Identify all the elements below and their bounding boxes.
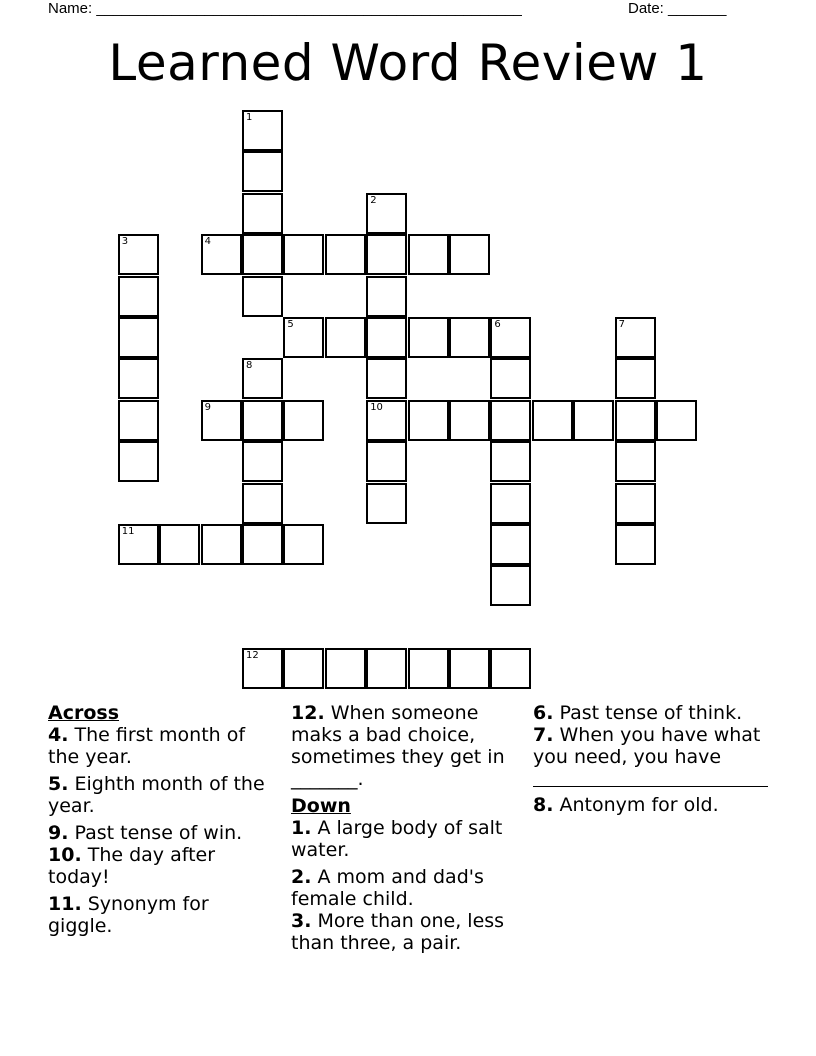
crossword-cell[interactable] xyxy=(366,234,407,275)
crossword-cell[interactable] xyxy=(201,524,242,565)
crossword-cell[interactable] xyxy=(325,317,366,358)
crossword-cell[interactable] xyxy=(283,400,324,441)
clue-text: Synonym for giggle. xyxy=(48,893,209,937)
crossword-cell[interactable] xyxy=(615,317,656,358)
crossword-cell[interactable] xyxy=(242,483,283,524)
crossword-cell[interactable] xyxy=(490,648,531,689)
crossword-cell[interactable] xyxy=(408,317,449,358)
cell-number: 8 xyxy=(246,360,253,372)
crossword-cell[interactable] xyxy=(366,400,407,441)
clue-across-5 xyxy=(48,773,278,817)
crossword-cell[interactable] xyxy=(366,648,407,689)
crossword-cell[interactable] xyxy=(325,234,366,275)
crossword-cell[interactable] xyxy=(242,151,283,192)
clue-across-4 xyxy=(48,724,278,768)
clue-text: A mom and dad's female child. xyxy=(291,866,484,910)
crossword-cell[interactable] xyxy=(201,400,242,441)
clue-text: Past tense of win. xyxy=(68,822,243,844)
crossword-cell[interactable] xyxy=(118,234,159,275)
clue-number: 1. xyxy=(291,817,312,839)
cell-number: 1 xyxy=(246,112,253,123)
clue-text: More than one, less than three, a pair. xyxy=(291,910,505,954)
crossword-cell[interactable] xyxy=(242,358,283,399)
crossword-cell[interactable] xyxy=(366,441,407,482)
date-field-label[interactable]: Date: _______ xyxy=(628,0,727,17)
clue-number: 8. xyxy=(533,794,554,816)
crossword-cell[interactable] xyxy=(201,234,242,275)
crossword-cell[interactable] xyxy=(242,400,283,441)
crossword-cell[interactable] xyxy=(366,276,407,317)
crossword-cell[interactable] xyxy=(656,400,697,441)
cell-number: 3 xyxy=(121,236,129,248)
clues-column-1 xyxy=(48,702,278,942)
clue-number: 6. xyxy=(533,702,554,724)
clues-column-2 xyxy=(291,702,526,959)
crossword-cell[interactable] xyxy=(366,483,407,524)
crossword-cell[interactable] xyxy=(615,483,656,524)
crossword-cell[interactable] xyxy=(490,565,531,606)
crossword-cell[interactable] xyxy=(615,441,656,482)
crossword-cell[interactable] xyxy=(366,317,407,358)
clue-across-10 xyxy=(48,844,278,888)
clue-text: Eighth month of the year. xyxy=(48,773,265,817)
cell-number: 11 xyxy=(121,526,135,537)
crossword-cell[interactable] xyxy=(325,648,366,689)
clue-text: A large body of salt water. xyxy=(291,817,503,861)
clues-column-3 xyxy=(533,702,773,821)
clue-text: Past tense of think. xyxy=(553,702,743,724)
clue-number: 12. xyxy=(291,702,325,724)
crossword-cell[interactable] xyxy=(159,524,200,565)
cell-number: 4 xyxy=(204,236,211,248)
clue-text: The day after today! xyxy=(48,844,216,888)
clue-down-3 xyxy=(291,910,526,954)
crossword-cell[interactable] xyxy=(408,648,449,689)
crossword-cell[interactable] xyxy=(118,276,159,317)
clue-number: 7. xyxy=(533,724,554,746)
crossword-cell[interactable] xyxy=(615,400,656,441)
clue-down-8 xyxy=(533,794,773,816)
crossword-cell[interactable] xyxy=(283,317,324,358)
cell-number: 9 xyxy=(204,401,211,413)
clue-number: 10. xyxy=(48,844,82,866)
clue-number: 11. xyxy=(48,893,82,915)
crossword-cell[interactable] xyxy=(490,358,531,399)
clue-across-11 xyxy=(48,893,278,937)
clue-across-12 xyxy=(291,702,526,790)
crossword-cell[interactable] xyxy=(615,358,656,399)
crossword-cell[interactable] xyxy=(490,400,531,441)
clue-number: 3. xyxy=(291,910,312,932)
clue-text: The first month of the year. xyxy=(48,724,246,768)
crossword-cell[interactable] xyxy=(366,193,407,234)
crossword-cell[interactable] xyxy=(242,193,283,234)
crossword-cell[interactable] xyxy=(283,234,324,275)
crossword-cell[interactable] xyxy=(283,524,324,565)
crossword-cell[interactable] xyxy=(283,648,324,689)
name-field-label[interactable]: Name: ___________________________________________________ xyxy=(48,0,522,17)
crossword-cell[interactable] xyxy=(242,524,283,565)
crossword-cell[interactable] xyxy=(490,317,531,358)
page-title: Learned Word Review 1 xyxy=(108,34,708,92)
crossword-cell[interactable] xyxy=(449,648,490,689)
crossword-cell[interactable] xyxy=(242,441,283,482)
clue-text: Antonym for old. xyxy=(553,794,719,816)
clue-number: 5. xyxy=(48,773,69,795)
crossword-cell[interactable] xyxy=(449,317,490,358)
crossword-cell[interactable] xyxy=(242,648,283,689)
crossword-cell[interactable] xyxy=(242,276,283,317)
crossword-cell[interactable] xyxy=(118,441,159,482)
crossword-cell[interactable] xyxy=(490,441,531,482)
crossword-cell[interactable] xyxy=(532,400,573,441)
clue-down-7 xyxy=(533,724,773,792)
clue-text: When you have what you need, you have xyxy=(533,724,761,768)
crossword-cell[interactable] xyxy=(490,483,531,524)
crossword-cell[interactable] xyxy=(615,524,656,565)
crossword-cell[interactable] xyxy=(449,234,490,275)
crossword-cell[interactable] xyxy=(490,524,531,565)
crossword-cell[interactable] xyxy=(366,358,407,399)
crossword-cell[interactable] xyxy=(573,400,614,441)
crossword-cell[interactable] xyxy=(408,234,449,275)
down-heading: Down xyxy=(291,795,351,817)
cell-number: 6 xyxy=(494,319,501,330)
clue-number: 4. xyxy=(48,724,69,746)
crossword-cell[interactable] xyxy=(118,358,159,399)
cell-number: 7 xyxy=(618,319,625,330)
across-heading: Across xyxy=(48,702,120,724)
cell-number: 5 xyxy=(287,319,294,330)
clue-down-6 xyxy=(533,702,773,724)
clue-number: 9. xyxy=(48,822,69,844)
header-line xyxy=(48,0,748,20)
clue-down-1 xyxy=(291,817,526,861)
crossword-cell[interactable] xyxy=(118,524,159,565)
crossword-cell[interactable] xyxy=(242,234,283,275)
cell-number: 2 xyxy=(370,194,377,206)
crossword-cell[interactable] xyxy=(408,400,449,441)
clue-text: When someone maks a bad choice, sometimes they get in _______. xyxy=(291,702,505,790)
crossword-cell[interactable] xyxy=(242,110,283,151)
answer-blank-line xyxy=(533,768,768,787)
crossword-cell[interactable] xyxy=(118,400,159,441)
crossword-cell[interactable] xyxy=(449,400,490,441)
crossword-cell[interactable] xyxy=(118,317,159,358)
cell-number: 12 xyxy=(246,650,259,662)
clue-number: 2. xyxy=(291,866,312,888)
clue-across-9 xyxy=(48,822,278,844)
cell-number: 10 xyxy=(370,401,383,413)
clue-down-2 xyxy=(291,866,526,910)
